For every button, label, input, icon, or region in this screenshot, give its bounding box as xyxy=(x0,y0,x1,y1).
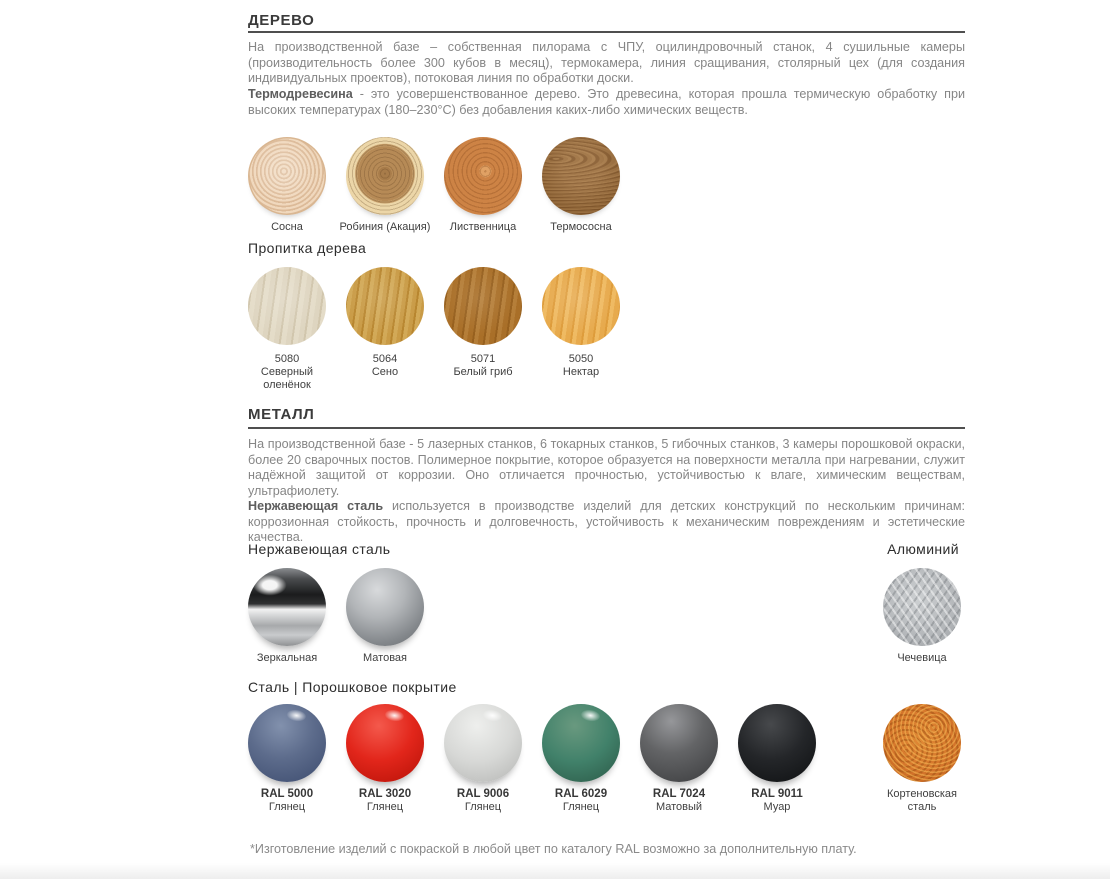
powder-row xyxy=(238,704,826,814)
impregnation-name: Северный оленёнок xyxy=(260,366,314,391)
impregnation-color-icon xyxy=(346,267,424,345)
ral-code: RAL 6029 xyxy=(554,788,608,800)
ral-footnote: *Изготовление изделий с покраской в любой цвет по каталогу RAL возможно за дополнительную плату. xyxy=(250,842,857,856)
ral-code: RAL 5000 xyxy=(260,788,314,800)
impregnation-swatch-5080 xyxy=(238,267,336,392)
wood-thermo-lead: Термодревесина xyxy=(248,87,353,101)
impregnation-name: Белый гриб xyxy=(453,366,513,378)
metal-stainless-paragraph xyxy=(248,499,965,546)
impregnation-color-icon xyxy=(444,267,522,345)
wood-species-row xyxy=(238,137,630,234)
impregnation-code: 5064 xyxy=(372,353,398,365)
aluminium-finish-label: Чечевица xyxy=(897,652,947,664)
impregnation-swatch-5071 xyxy=(434,267,532,392)
page-bottom-shade xyxy=(0,863,1110,879)
metal-section-rule xyxy=(248,427,965,429)
matte-steel-ball-icon xyxy=(346,568,424,646)
aluminium-title: Алюминий xyxy=(887,541,959,557)
impregnation-code: 5050 xyxy=(568,353,594,365)
stainless-finish-label: Зеркальная xyxy=(256,652,318,664)
impregnation-swatch-5064 xyxy=(336,267,434,392)
ral3020-ball-icon xyxy=(346,704,424,782)
wood-swatch-larch xyxy=(434,137,532,234)
ral-finish: Муар xyxy=(763,801,791,813)
diamond-plate-icon xyxy=(883,568,961,646)
ral7024-ball-icon xyxy=(640,704,718,782)
wood-intro-paragraph xyxy=(248,40,965,87)
ral-finish: Глянец xyxy=(464,801,502,813)
wood-section-title: ДЕРЕВО xyxy=(248,12,315,29)
ral-code: RAL 7024 xyxy=(652,788,706,800)
ral-code: RAL 9011 xyxy=(751,788,803,800)
aluminium-swatch-lentil xyxy=(873,568,971,665)
impregnation-title: Пропитка дерева xyxy=(248,240,367,256)
impregnation-color-icon xyxy=(248,267,326,345)
powder-title: Сталь | Порошковое покрытие xyxy=(248,679,457,695)
ral6029-ball-icon xyxy=(542,704,620,782)
powder-swatch-ral9011 xyxy=(728,704,826,814)
wood-thermo-text: - это усовершенствованное дерево. Это древесина, которая прошла термическую обработку при высоких температурах (180–230°С) без добавления каких-либо химических веществ. xyxy=(248,87,965,117)
stainless-title: Нержавеющая сталь xyxy=(248,541,391,557)
powder-swatch-corten xyxy=(873,704,971,814)
wood-thermo-paragraph xyxy=(248,87,965,118)
larch-slice-icon xyxy=(444,137,522,215)
ral9011-ball-icon xyxy=(738,704,816,782)
wood-swatch-robinia xyxy=(336,137,434,234)
powder-swatch-ral9006 xyxy=(434,704,532,814)
impregnation-code: 5071 xyxy=(470,353,496,365)
stainless-swatch-matte xyxy=(336,568,434,665)
wood-swatch-label: Робиния (Акация) xyxy=(339,221,431,233)
ral5000-ball-icon xyxy=(248,704,326,782)
impregnation-name: Сено xyxy=(371,366,399,378)
stainless-swatch-mirror xyxy=(238,568,336,665)
powder-swatch-ral7024 xyxy=(630,704,728,814)
robinia-slice-icon xyxy=(346,137,424,215)
metal-intro-text: На производственной базе - 5 лазерных станков, 6 токарных станков, 5 гибочных станков, 3 камеры порошковой окраски, более 20 сварочных постов. Полимерное покрытие, которое образуется на поверхности металла при нагревании, служит надёжной защитой от коррозии. Оно отличается прочностью, устойчивостью к влаге, химическим веществам, ультрафиолету. xyxy=(248,437,965,498)
page-content xyxy=(248,0,965,879)
powder-swatch-ral5000 xyxy=(238,704,336,814)
thermo-pine-grain-icon xyxy=(542,137,620,215)
ral-finish: Глянец xyxy=(366,801,404,813)
ral-finish: Матовый xyxy=(655,801,703,813)
ral-code: RAL 3020 xyxy=(358,788,412,800)
pine-slice-icon xyxy=(248,137,326,215)
powder-swatch-ral6029 xyxy=(532,704,630,814)
wood-swatch-thermopine xyxy=(532,137,630,234)
impregnation-row xyxy=(238,267,630,392)
ral-code: RAL 9006 xyxy=(456,788,510,800)
stainless-row xyxy=(238,568,434,665)
wood-swatch-pine xyxy=(238,137,336,234)
corten-label: Кортеновская сталь xyxy=(887,788,957,813)
powder-swatch-ral3020 xyxy=(336,704,434,814)
wood-swatch-label: Термососна xyxy=(550,221,612,233)
impregnation-code: 5080 xyxy=(274,353,300,365)
metal-intro-paragraph xyxy=(248,437,965,499)
stainless-finish-label: Матовая xyxy=(363,652,407,664)
corten-steel-icon xyxy=(883,704,961,782)
impregnation-swatch-5050 xyxy=(532,267,630,392)
impregnation-name: Нектар xyxy=(562,366,600,378)
metal-stainless-lead: Нержавеющая сталь xyxy=(248,499,384,513)
ral-finish: Глянец xyxy=(268,801,306,813)
metal-stainless-text: используется в производстве изделий для детских конструкций по нескольким причинам: коррозионная стойкость, прочность и долговечность, устойчивость к механическим повреждениям и эстетические качества. xyxy=(248,499,965,545)
ral9006-ball-icon xyxy=(444,704,522,782)
wood-section-rule xyxy=(248,31,965,33)
impregnation-color-icon xyxy=(542,267,620,345)
wood-swatch-label: Лиственница xyxy=(449,221,517,233)
ral-finish: Глянец xyxy=(562,801,600,813)
metal-section-title: МЕТАЛЛ xyxy=(248,406,315,423)
wood-intro-text: На производственной базе – собственная пилорама с ЧПУ, оцилиндровочный станок, 4 сушильные камеры (производительность более 300 кубов в месяц), термокамера, линия сращивания, столярный цех (для создания индивидуальных проектов), потоковая линия по обработки доски. xyxy=(248,40,965,86)
mirror-steel-ball-icon xyxy=(248,568,326,646)
wood-swatch-label: Сосна xyxy=(271,221,303,233)
